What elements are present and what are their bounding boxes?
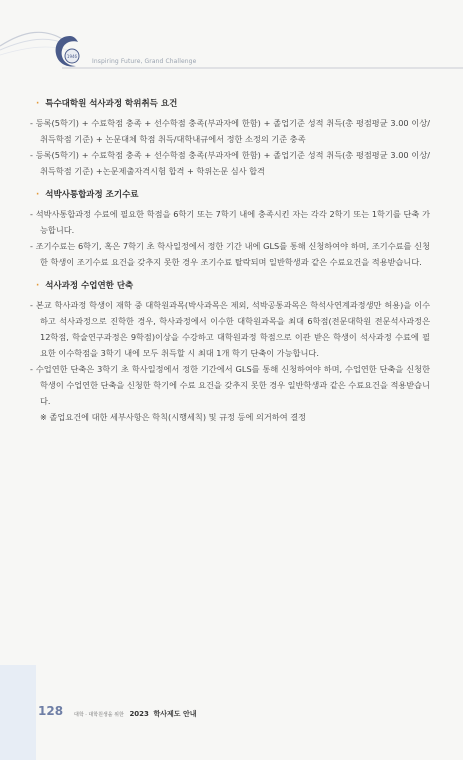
emblem-year-text: 1946	[66, 54, 78, 59]
list-item: - 석박사통합과정 수료에 필요한 학점을 6학기 또는 7학기 내에 충족시킨 자는 각각 2학기 또는 1학기를 단축 가능합니다.	[30, 209, 430, 235]
header-tagline: Inspiring Future, Grand Challenge	[92, 58, 197, 65]
university-emblem-icon	[50, 32, 90, 72]
section-special-grad-degree	[30, 98, 430, 179]
section-title: · 석사과정 수업연한 단축	[36, 281, 134, 291]
list-item: - 수업연한 단축은 3학기 초 학사일정에서 정한 기간에서 GLS를 통해 신청하여야 하며, 수업연한 단축을 신청한 학생이 수업연한 단축을 신청한 학기에 수료 요건을 갖추지 못한 경우 일반학생과 같은 수료요건을 적용받습니다.	[30, 364, 430, 406]
bullet-dot-icon: ·	[36, 281, 40, 291]
page-footer	[38, 704, 438, 724]
list-item: - 등록(5학기) + 수료학점 충족 + 선수학점 충족(부과자에 한함) + 졸업기준 성적 취득(총 평점평균 3.00 이상/취득학점 기준) +논문제출자격시험 합격 + 학위논문 심사 합격	[30, 150, 430, 176]
section-title: · 석박사통합과정 조기수료	[36, 190, 139, 200]
page-number: 128	[38, 704, 64, 718]
section-masters-term-reduction	[30, 280, 430, 425]
list-item: - 조기수료는 6학기, 혹은 7학기 초 학사일정에서 정한 기간 내에 GLS를 통해 신청하여야 하며, 조기수료를 신청한 학생이 조기수료 요건을 갖추지 못한 경우 조기수료 탈락되며 일반학생과 같은 수료요건을 적용받습니다.	[30, 241, 430, 267]
bullet-dot-icon: ·	[36, 190, 40, 200]
bullet-dot-icon: ·	[36, 99, 40, 109]
footnote: ※ 졸업요건에 대한 세부사항은 학칙(시행세칙) 및 규정 등에 의거하여 결정	[40, 412, 307, 422]
list-item: - 본교 학사과정 학생이 재학 중 대학원과목(박사과목은 제외, 석박공통과목은 학석사연계과정생만 허용)을 이수하고 석사과정으로 진학한 경우, 학사과정에서 이수한 대학원과목을 최대 6학점(전문대학원 전문석사과정은 12학점, 학술연구과정은 9학점)이상을 수강하고 대학원과정 학점으로 이관 받은 학생이 석사과정 수료에 필요한 이수학점을 3학기 내에 모두 취득할 시 최대 1개 학기 단축이 가능합니다.	[30, 300, 430, 358]
footer-title: 학사제도 안내	[153, 710, 197, 718]
footer-subtitle: 대학 · 대학원생을 위한	[74, 712, 124, 718]
footer-book-title	[74, 709, 197, 719]
main-content	[30, 98, 430, 435]
footer-year: 2023	[129, 710, 149, 718]
list-item: - 등록(5학기) + 수료학점 충족 + 선수학점 충족(부과자에 한함) + 졸업기준 성적 취득(총 평점평균 3.00 이상/취득학점 기준) + 논문대체 학점 취득/대학내규에서 정한 소정의 기준 충족	[30, 118, 430, 144]
section-title: · 특수대학원 석사과정 학위취득 요건	[36, 99, 178, 109]
page-edge-stripe	[0, 665, 36, 760]
section-integrated-early-completion	[30, 189, 430, 270]
page-header	[0, 0, 463, 90]
